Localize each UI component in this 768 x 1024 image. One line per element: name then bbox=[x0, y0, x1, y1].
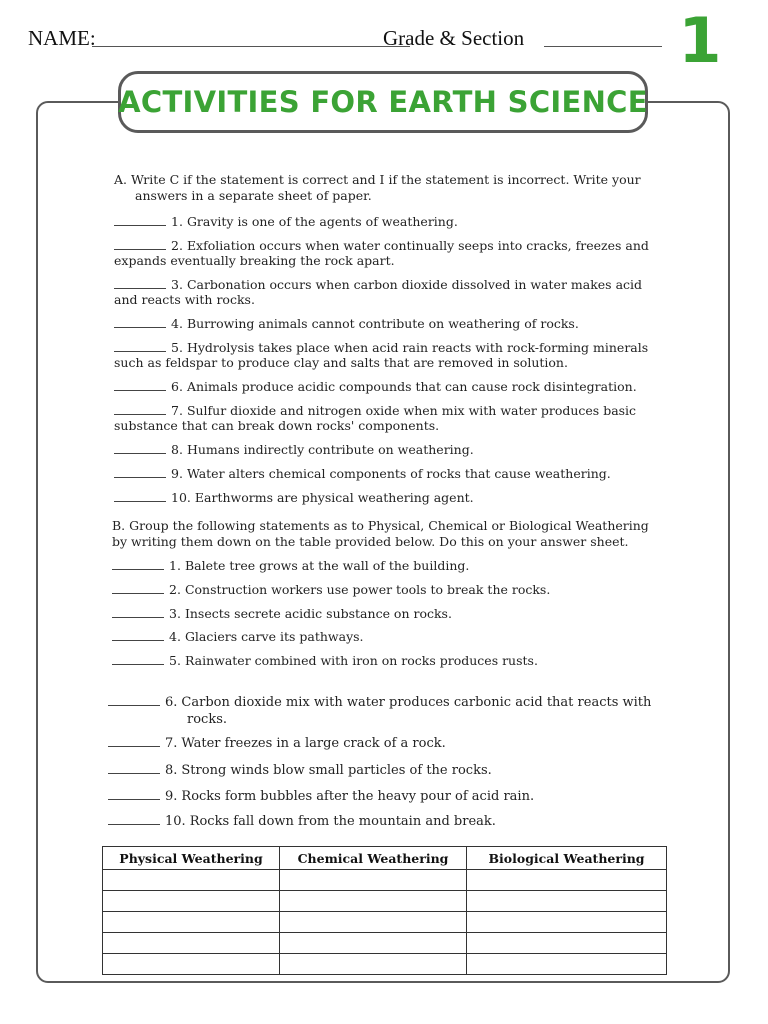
answer-blank[interactable] bbox=[114, 477, 166, 478]
item-number: 8. bbox=[171, 442, 183, 457]
item-text: Burrowing animals cannot contribute on weathering of rocks. bbox=[186, 316, 579, 331]
section-a-item bbox=[114, 316, 579, 331]
weathering-table bbox=[102, 846, 667, 975]
answer-blank[interactable] bbox=[112, 617, 164, 618]
answer-blank[interactable] bbox=[112, 664, 164, 665]
answer-blank[interactable] bbox=[114, 414, 166, 415]
item-number: 4. bbox=[171, 316, 183, 331]
item-number: 8. bbox=[165, 763, 178, 778]
item-text: Rocks fall down from the mountain and break. bbox=[189, 814, 496, 829]
item-text: Gravity is one of the agents of weathering. bbox=[186, 214, 458, 229]
section-a-instruction bbox=[114, 172, 654, 204]
item-number: 2. bbox=[169, 582, 181, 597]
section-b-item bbox=[108, 814, 496, 829]
name-label: NAME: bbox=[28, 26, 96, 50]
table-cell[interactable] bbox=[280, 933, 467, 954]
table-cell[interactable] bbox=[103, 891, 280, 912]
table-cell[interactable] bbox=[280, 870, 467, 891]
section-b-item bbox=[108, 694, 668, 728]
section-b-item bbox=[112, 653, 538, 668]
table-cell[interactable] bbox=[467, 870, 667, 891]
item-number: 9. bbox=[165, 789, 178, 804]
answer-blank[interactable] bbox=[108, 773, 160, 774]
item-number: 10. bbox=[171, 490, 191, 505]
section-a-item bbox=[114, 466, 611, 481]
answer-blank[interactable] bbox=[114, 225, 166, 226]
item-number: 1. bbox=[169, 558, 181, 573]
answer-blank[interactable] bbox=[108, 705, 160, 706]
item-text: Exfoliation occurs when water continually seeps into cracks, freezes and bbox=[186, 238, 649, 253]
item-text-continued: such as feldspar to produce clay and salts that are removed in solution. bbox=[114, 355, 568, 370]
item-text: Strong winds blow small particles of the rocks. bbox=[181, 763, 492, 778]
table-cell[interactable] bbox=[103, 870, 280, 891]
item-text: Balete tree grows at the wall of the building. bbox=[184, 558, 470, 573]
section-a-item bbox=[114, 442, 474, 457]
answer-blank[interactable] bbox=[114, 249, 166, 250]
item-text: Water freezes in a large crack of a rock. bbox=[181, 736, 446, 751]
item-text: Animals produce acidic compounds that can cause rock disintegration. bbox=[186, 379, 637, 394]
item-text-continued: rocks. bbox=[187, 712, 228, 727]
table-cell[interactable] bbox=[467, 954, 667, 975]
table-cell[interactable] bbox=[280, 954, 467, 975]
page-number: 1 bbox=[678, 4, 722, 77]
section-b-item bbox=[108, 763, 492, 778]
item-number: 3. bbox=[171, 277, 183, 292]
table-cell[interactable] bbox=[467, 933, 667, 954]
item-number: 10. bbox=[165, 814, 186, 829]
item-text: Rainwater combined with iron on rocks produces rusts. bbox=[184, 653, 538, 668]
item-text-continued: substance that can break down rocks' components. bbox=[114, 418, 440, 433]
table-cell[interactable] bbox=[467, 912, 667, 933]
item-number: 6. bbox=[165, 695, 178, 710]
header bbox=[28, 26, 668, 52]
table-row bbox=[103, 912, 667, 933]
section-b-instruction-line2: by writing them down on the table provided below. Do this on your answer sheet. bbox=[112, 534, 629, 549]
item-text: Sulfur dioxide and nitrogen oxide when mix with water produces basic bbox=[186, 403, 637, 418]
item-number: 5. bbox=[169, 653, 181, 668]
section-b-item bbox=[112, 606, 452, 621]
item-number: 1. bbox=[171, 214, 183, 229]
item-number: 9. bbox=[171, 466, 183, 481]
item-text: Earthworms are physical weathering agent. bbox=[194, 490, 474, 505]
answer-blank[interactable] bbox=[114, 327, 166, 328]
table-cell[interactable] bbox=[280, 912, 467, 933]
section-b-item bbox=[108, 789, 534, 804]
page-title: ACTIVITIES FOR EARTH SCIENCE bbox=[118, 85, 648, 119]
section-b-item bbox=[112, 582, 550, 597]
item-text: Water alters chemical components of rocks that cause weathering. bbox=[186, 466, 611, 481]
section-b-instruction bbox=[112, 518, 657, 550]
section-a-instruction-line2: answers in a separate sheet of paper. bbox=[135, 188, 372, 203]
item-text: Glaciers carve its pathways. bbox=[184, 629, 364, 644]
item-number: 2. bbox=[171, 238, 183, 253]
item-text: Carbonation occurs when carbon dioxide dissolved in water makes acid bbox=[186, 277, 643, 292]
item-text: Humans indirectly contribute on weathering. bbox=[186, 442, 474, 457]
item-number: 6. bbox=[171, 379, 183, 394]
section-b-item bbox=[112, 629, 364, 644]
name-field[interactable] bbox=[92, 46, 410, 47]
column-header-physical: Physical Weathering bbox=[103, 847, 280, 870]
section-b-instruction-line1: B. Group the following statements as to Physical, Chemical or Biological Weathering bbox=[112, 518, 649, 533]
answer-blank[interactable] bbox=[108, 799, 160, 800]
item-number: 5. bbox=[171, 340, 183, 355]
section-a-item bbox=[114, 403, 654, 433]
item-text: Hydrolysis takes place when acid rain reacts with rock-forming minerals bbox=[186, 340, 649, 355]
item-text-continued: and reacts with rocks. bbox=[114, 292, 255, 307]
section-a-item bbox=[114, 214, 458, 229]
answer-blank[interactable] bbox=[112, 569, 164, 570]
section-a-instruction-line1: A. Write C if the statement is correct and I if the statement is incorrect. Write your bbox=[114, 172, 641, 187]
answer-blank[interactable] bbox=[108, 746, 160, 747]
section-a-item bbox=[114, 238, 654, 268]
item-text: Carbon dioxide mix with water produces carbonic acid that reacts with bbox=[181, 695, 652, 710]
table-cell[interactable] bbox=[280, 891, 467, 912]
table-row bbox=[103, 954, 667, 975]
section-a-item bbox=[114, 379, 637, 394]
table-header-row bbox=[103, 847, 667, 870]
table-cell[interactable] bbox=[103, 912, 280, 933]
answer-blank[interactable] bbox=[108, 824, 160, 825]
item-text: Insects secrete acidic substance on rocks. bbox=[184, 606, 452, 621]
table-row bbox=[103, 870, 667, 891]
answer-blank[interactable] bbox=[114, 501, 166, 502]
answer-blank[interactable] bbox=[112, 640, 164, 641]
section-b-item bbox=[112, 558, 469, 573]
item-number: 7. bbox=[165, 736, 178, 751]
item-text-continued: expands eventually breaking the rock apart. bbox=[114, 253, 395, 268]
table-cell[interactable] bbox=[467, 891, 667, 912]
answer-blank[interactable] bbox=[114, 390, 166, 391]
table-row bbox=[103, 891, 667, 912]
table-row bbox=[103, 933, 667, 954]
section-a-item bbox=[114, 490, 474, 505]
column-header-biological: Biological Weathering bbox=[467, 847, 667, 870]
item-text: Construction workers use power tools to break the rocks. bbox=[184, 582, 551, 597]
answer-blank[interactable] bbox=[112, 593, 164, 594]
section-a-item bbox=[114, 340, 654, 370]
section-a-item bbox=[114, 277, 654, 307]
answer-blank[interactable] bbox=[114, 288, 166, 289]
table-cell[interactable] bbox=[103, 933, 280, 954]
title-banner bbox=[118, 71, 648, 133]
answer-blank[interactable] bbox=[114, 351, 166, 352]
item-number: 3. bbox=[169, 606, 181, 621]
answer-blank[interactable] bbox=[114, 453, 166, 454]
item-number: 7. bbox=[171, 403, 183, 418]
section-b-item bbox=[108, 736, 446, 751]
grade-section-label: Grade & Section bbox=[383, 26, 525, 50]
column-header-chemical: Chemical Weathering bbox=[280, 847, 467, 870]
grade-section-field[interactable] bbox=[544, 46, 662, 47]
item-text: Rocks form bubbles after the heavy pour of acid rain. bbox=[181, 789, 535, 804]
item-number: 4. bbox=[169, 629, 181, 644]
table-cell[interactable] bbox=[103, 954, 280, 975]
